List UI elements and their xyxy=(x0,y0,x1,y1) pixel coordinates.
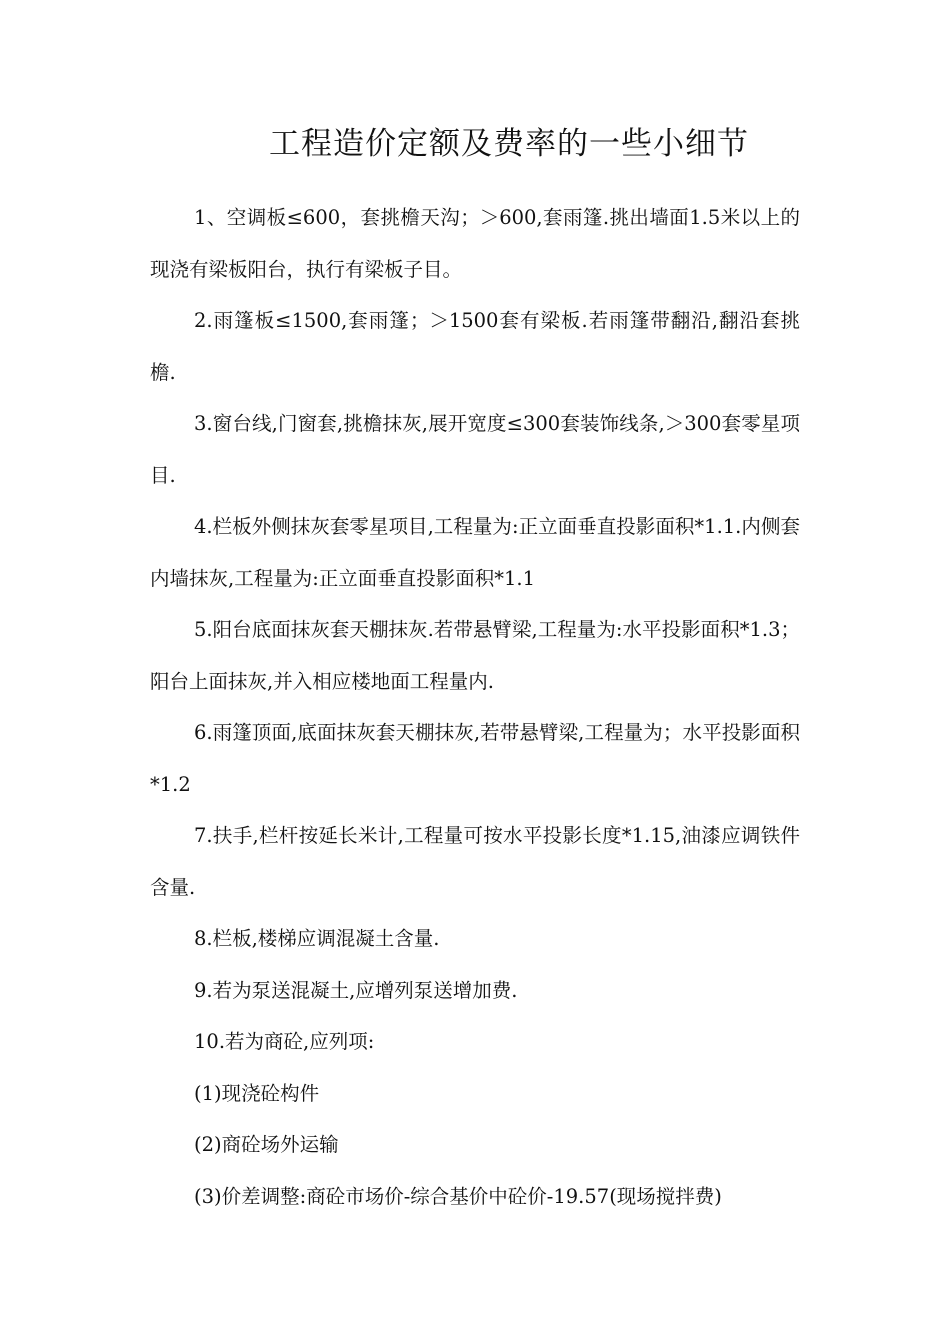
document-title: 工程造价定额及费率的一些小细节 xyxy=(269,126,749,162)
paragraph-9: 9.若为泵送混凝土,应增列泵送增加费. xyxy=(194,978,518,1002)
paragraph-11: (1)现浇砼构件 xyxy=(194,1081,320,1105)
paragraph-7: 7.扶手,栏杆按延长米计,工程量可按水平投影长度*1.15,油漆应调铁件含量. xyxy=(150,824,800,899)
paragraph-5: 5.阳台底面抹灰套天棚抹灰.若带悬臂梁,工程量为:水平投影面积*1.3；阳台上面抹灰,并入相应楼地面工程量内. xyxy=(150,618,800,693)
paragraph-4: 4.栏板外侧抹灰套零星项目,工程量为:正立面垂直投影面积*1.1.内侧套内墙抹灰,工程量为:正立面垂直投影面积*1.1 xyxy=(150,515,800,590)
paragraph-3: 3.窗台线,门窗套,挑檐抹灰,展开宽度≤300套装饰线条,＞300套零星项目. xyxy=(150,412,800,487)
paragraph-12: (2)商砼场外运输 xyxy=(194,1133,339,1156)
paragraph-8: 8.栏板,楼梯应调混凝土含量. xyxy=(194,927,440,950)
paragraph-13: (3)价差调整:商砼市场价-综合基价中砼价-19.57(现场搅拌费) xyxy=(194,1184,722,1208)
paragraph-1: 1、空调板≤600，套挑檐天沟；＞600,套雨篷.挑出墙面1.5米以上的现浇有梁板阳台，执行有梁板子目。 xyxy=(150,206,800,281)
paragraph-2: 2.雨篷板≤1500,套雨篷；＞1500套有梁板.若雨篷带翻沿,翻沿套挑檐. xyxy=(150,309,800,384)
paragraph-10: 10.若为商砼,应列项: xyxy=(194,1030,375,1053)
paragraph-6: 6.雨篷顶面,底面抹灰套天棚抹灰,若带悬臂梁,工程量为；水平投影面积*1.2 xyxy=(150,721,800,796)
document-body xyxy=(150,192,800,1222)
